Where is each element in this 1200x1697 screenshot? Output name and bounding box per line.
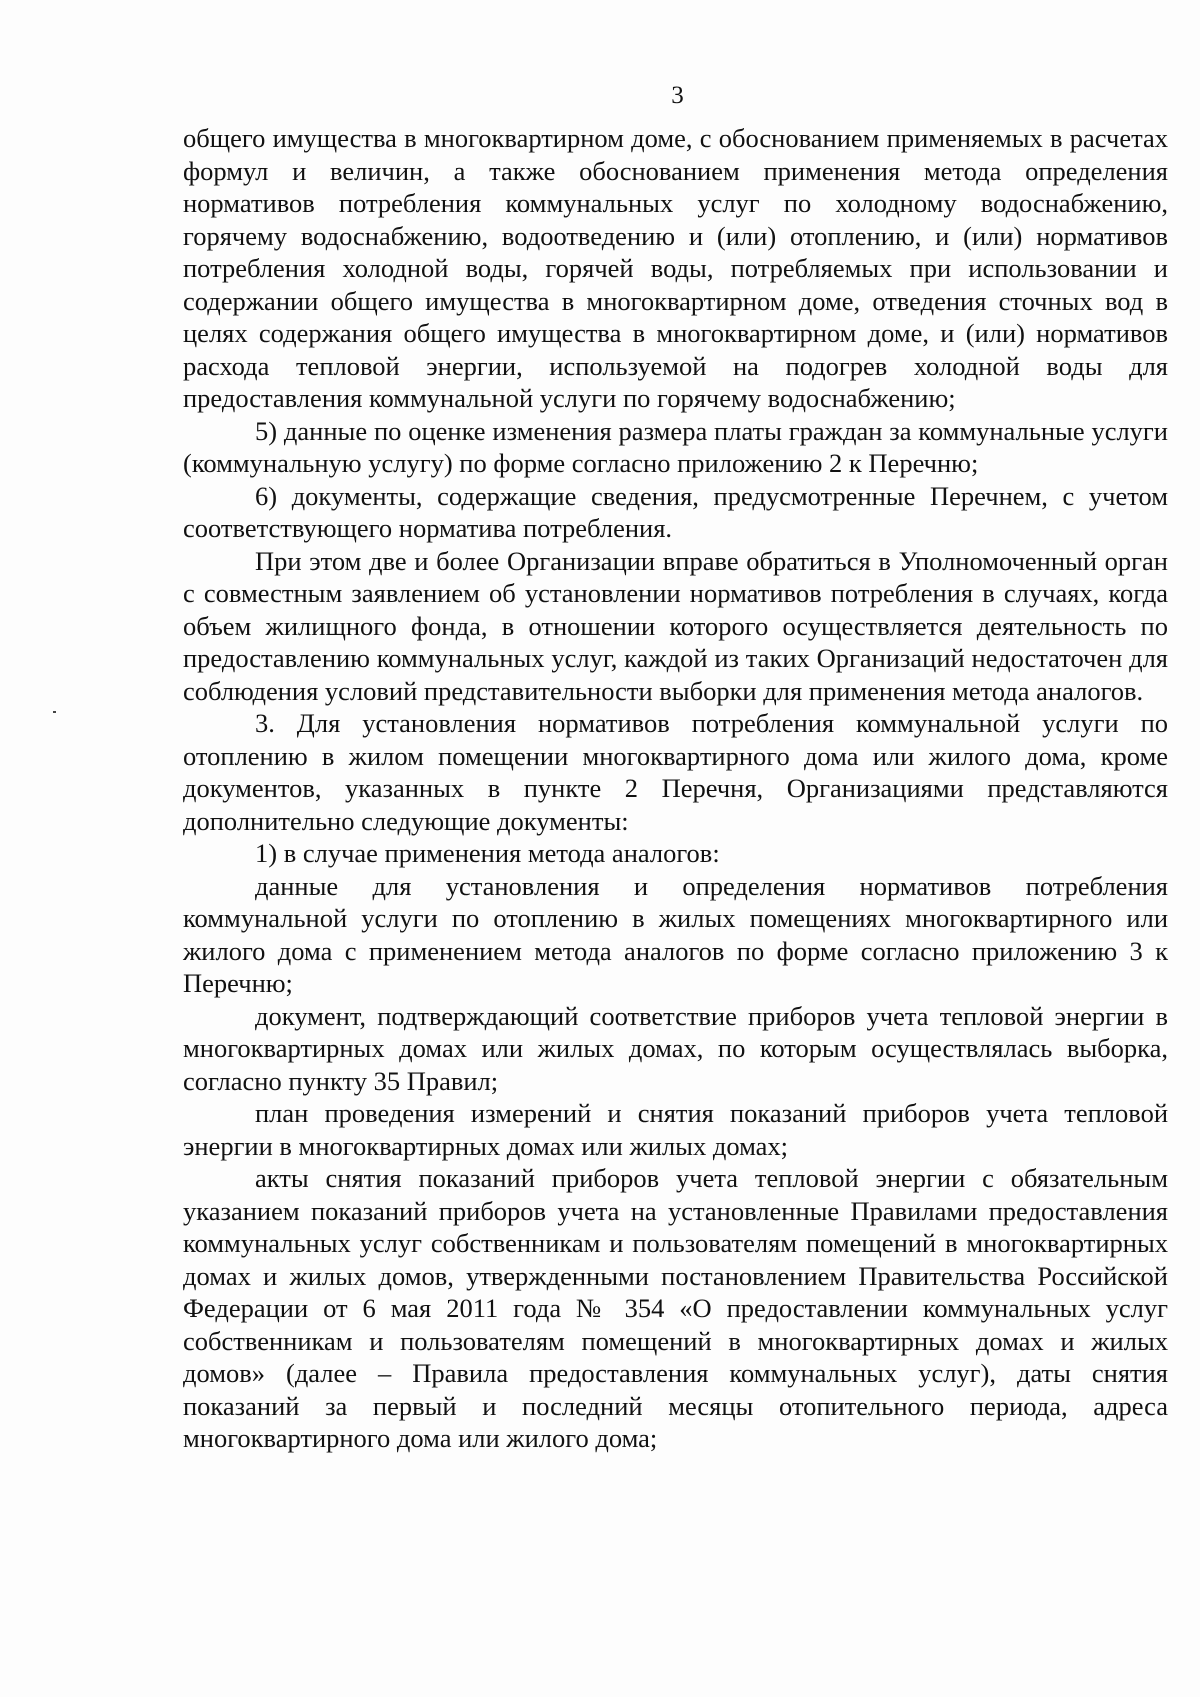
paragraph-meter-reading-acts: акты снятия показаний приборов учета тепловой энергии с обязательным указанием показаний приборов учета на установленные Правилами предоставления коммунальных услуг собственникам и пользователям помещений в многоквартирных домах и жилых домов, утвержденными постановлением Правительства Российской Федерации от 6 мая 2011 года № 354 «О предоставлении коммунальных услуг собственникам и пользователям помещений в многоквартирных домах и жилых домов» (далее – Правила предоставления коммунальных услуг), даты снятия показаний за первый и последний месяцы отопительного периода, адреса многоквартирного дома или жилого дома; bbox=[183, 1163, 1168, 1453]
paragraph-joint-application: При этом две и более Организации вправе обратиться в Уполномоченный орган с совместным заявлением об установлении нормативов потребления в случаях, когда объем жилищного фонда, в отношении которого осуществляется деятельность по предоставлению коммунальных услуг, каждой из таких Организаций недостаточен для соблюдения условий представительности выборки для применения метода аналогов. bbox=[183, 545, 1168, 706]
paragraph-analog-data: данные для установления и определения нормативов потребления коммунальной услуги по отоплению в жилых помещениях многоквартирного или жилого дома с применением метода аналогов по форме согласно приложению 3 к Перечню; bbox=[183, 870, 1168, 998]
paragraph-item-5: 5) данные по оценке изменения размера платы граждан за коммунальные услуги (коммунальную услугу) по форме согласно приложению 2 к Перечню; bbox=[183, 415, 1168, 478]
paragraph-continuation: общего имущества в многоквартирном доме, с обоснованием применяемых в расчетах формул и величин, а также обоснованием применения метода определения нормативов потребления коммунальных услуг по холодному водоснабжению, горячему водоснабжению, водоотведению и (или) отоплению, и (или) нормативов потребления холодной воды, горячей воды, потребляемых при использовании и содержании общего имущества в многоквартирном доме, отведения сточных вод в целях содержания общего имущества в многоквартирном доме, и (или) нормативов расхода тепловой энергии, используемой на подогрев холодной воды для предоставления коммунальной услуги по горячему водоснабжению; bbox=[183, 123, 1168, 413]
paragraph-measurement-plan: план проведения измерений и снятия показаний приборов учета тепловой энергии в многоквартирных домах или жилых домах; bbox=[183, 1098, 1168, 1161]
scan-mark bbox=[53, 711, 56, 713]
document-body bbox=[183, 122, 1168, 1455]
paragraph-subitem-1: 1) в случае применения метода аналогов: bbox=[255, 838, 720, 868]
page-number: 3 bbox=[671, 82, 684, 109]
paragraph-meter-compliance: документ, подтверждающий соответствие приборов учета тепловой энергии в многоквартирных домах или жилых домах, по которым осуществлялась выборка, согласно пункту 35 Правил; bbox=[183, 1000, 1168, 1096]
paragraph-section-3: 3. Для установления нормативов потребления коммунальной услуги по отоплению в жилом помещении многоквартирного дома или жилого дома, кроме документов, указанных в пункте 2 Перечня, Организациями представляются дополнительно следующие документы: bbox=[183, 708, 1168, 836]
paragraph-item-6: 6) документы, содержащие сведения, предусмотренные Перечнем, с учетом соответствующего норматива потребления. bbox=[183, 480, 1168, 543]
